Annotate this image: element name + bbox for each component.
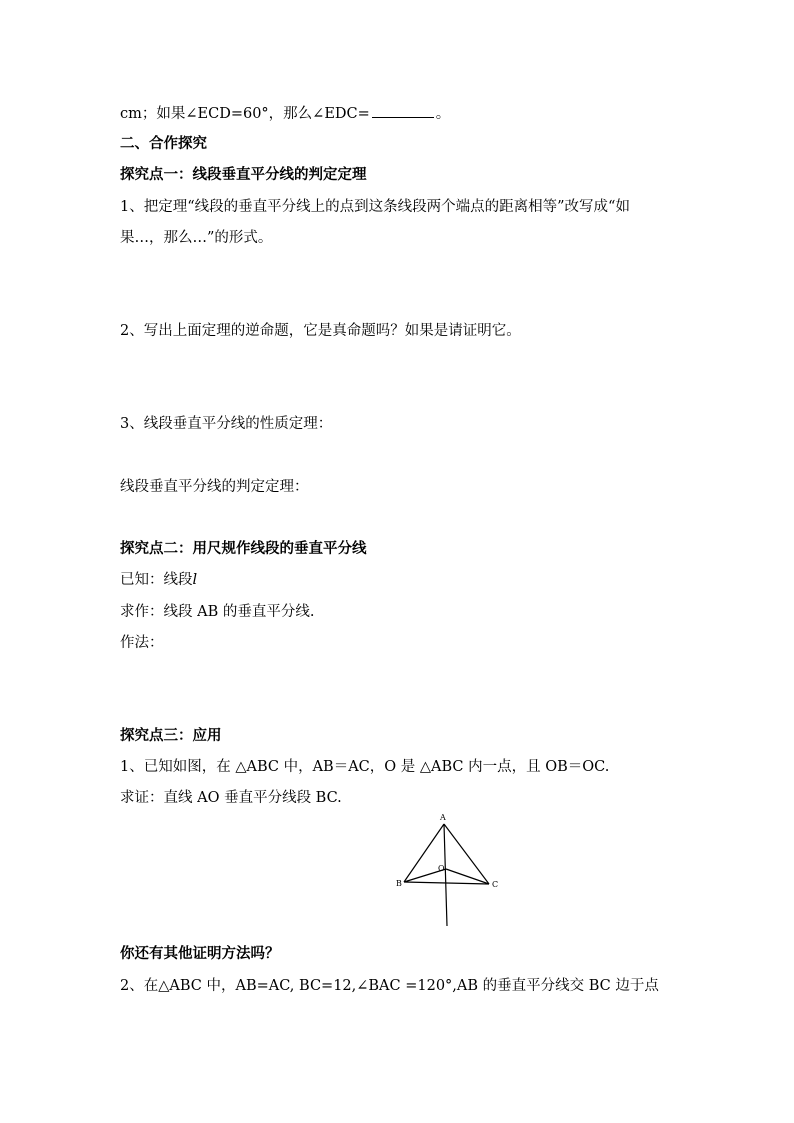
point-3-title: 探究点三：应用 xyxy=(120,727,222,744)
point-1-q3: 3、线段垂直平分线的性质定理： xyxy=(120,416,333,432)
label-b: B xyxy=(396,879,402,888)
point-3-q1-line1: 1、已知如图，在 △ABC 中，AB＝AC，O 是 △ABC 内一点，且 OB＝OC. xyxy=(120,759,610,775)
triangle-figure xyxy=(388,810,508,930)
point-3-q2: 2、在△ABC 中，AB=AC, BC=12,∠BAC =120°,AB 的垂直平分线交 BC 边于点 xyxy=(120,978,659,994)
given-variable: l xyxy=(192,572,198,588)
point-1-q2: 2、写出上面定理的逆命题，它是真命题吗？如果是请证明它。 xyxy=(120,323,521,339)
point-1-q1-line1: 1、把定理“线段的垂直平分线上的点到这条线段两个端点的距离相等”改写成“如 xyxy=(120,199,630,215)
segment-oc xyxy=(446,869,489,884)
line1-pre: cm；如果∠ECD=60°，那么∠EDC= xyxy=(120,106,370,122)
point-1-judge: 线段垂直平分线的判定定理： xyxy=(120,479,309,495)
text-line-1 xyxy=(120,103,450,124)
segment-ab xyxy=(404,824,444,882)
point-1-title: 探究点一：线段垂直平分线的判定定理 xyxy=(120,166,367,183)
label-c: C xyxy=(492,880,499,889)
point-3-q1-line2: 求证：直线 AO 垂直平分线段 BC. xyxy=(120,790,342,806)
other-methods: 你还有其他证明方法吗？ xyxy=(120,945,280,962)
given-label: 已知：线段 xyxy=(120,572,193,588)
point-2-title: 探究点二：用尺规作线段的垂直平分线 xyxy=(120,540,367,557)
label-a: A xyxy=(440,813,446,822)
section-2-title: 二、合作探究 xyxy=(120,135,207,152)
point-2-construct: 求作：线段 AB 的垂直平分线. xyxy=(120,604,315,620)
segment-bc xyxy=(404,882,489,884)
line-ao xyxy=(444,824,447,926)
segment-ac xyxy=(444,824,489,884)
line1-post: 。 xyxy=(435,106,451,122)
answer-blank xyxy=(372,103,434,118)
point-2-method: 作法： xyxy=(120,635,164,651)
point-1-q1-line2: 果…，那么…”的形式。 xyxy=(120,230,273,246)
label-o: O xyxy=(438,864,445,873)
point-2-given xyxy=(120,570,197,590)
